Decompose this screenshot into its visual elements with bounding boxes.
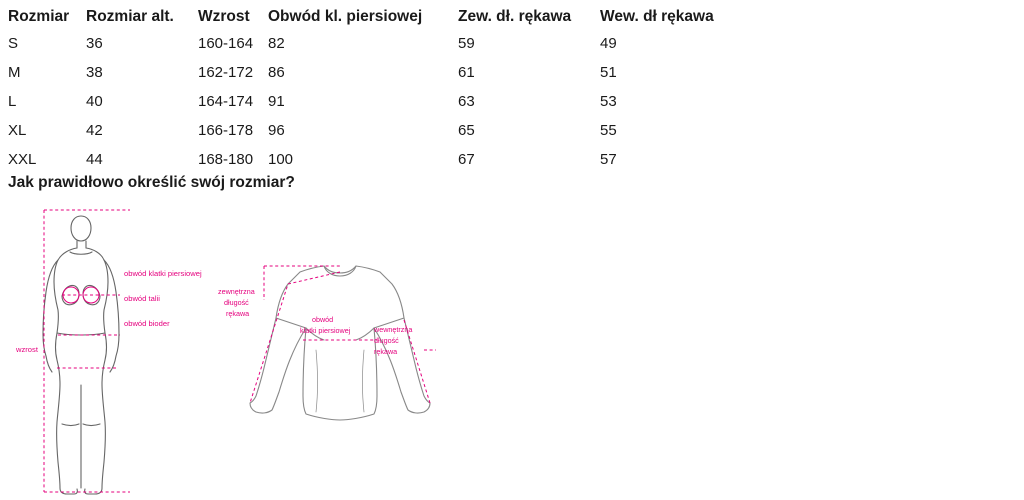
column-header-height: Wzrost bbox=[198, 8, 250, 25]
cell-size-alt: 44 bbox=[86, 151, 103, 168]
cell-outer-sleeve: 61 bbox=[458, 64, 475, 81]
size-table-head bbox=[8, 8, 714, 35]
label-height: wzrost bbox=[16, 345, 38, 354]
cell-size: S bbox=[8, 35, 19, 52]
size-guide-page bbox=[0, 8, 1024, 500]
label-hip-circumference: obwód bioder bbox=[124, 319, 170, 328]
column-header-inner-sleeve: Wew. dł rękawa bbox=[600, 8, 714, 25]
label-shirt-chest-line1: obwód bbox=[312, 315, 334, 324]
cell-inner-sleeve: 51 bbox=[600, 64, 617, 81]
cell-inner-sleeve: 49 bbox=[600, 35, 617, 52]
female-body-illustration bbox=[15, 210, 202, 494]
cell-size-alt: 36 bbox=[86, 35, 103, 52]
cell-height: 160-164 bbox=[198, 35, 254, 52]
cell-outer-sleeve: 67 bbox=[458, 151, 475, 168]
label-shirt-chest-line2: klatki piersiowej bbox=[300, 326, 351, 335]
table-header-row bbox=[8, 8, 714, 35]
cell-size-alt: 42 bbox=[86, 122, 103, 139]
cell-size: XL bbox=[8, 122, 27, 139]
size-table-body bbox=[8, 35, 714, 180]
cell-inner-sleeve: 57 bbox=[600, 151, 617, 168]
cell-chest: 86 bbox=[268, 64, 285, 81]
cell-outer-sleeve: 63 bbox=[458, 93, 475, 110]
cell-outer-sleeve: 65 bbox=[458, 122, 475, 139]
label-inner-sleeve-length-line3: rękawa bbox=[374, 347, 398, 356]
long-sleeve-shirt-illustration bbox=[218, 266, 436, 420]
table-row bbox=[8, 122, 714, 151]
cell-height: 164-174 bbox=[198, 93, 254, 110]
table-row bbox=[8, 93, 714, 122]
label-inner-sleeve-length-line1: wewnętrzna bbox=[374, 325, 413, 334]
cell-size: XXL bbox=[8, 151, 37, 168]
label-inner-sleeve-length-line2: długość bbox=[374, 336, 399, 345]
label-chest-circumference: obwód klatki piersiowej bbox=[124, 269, 202, 278]
measurement-figures bbox=[0, 200, 1024, 500]
size-table bbox=[8, 8, 714, 180]
cell-outer-sleeve: 59 bbox=[458, 35, 475, 52]
label-outer-sleeve-length-line1: zewnętrzna bbox=[218, 287, 255, 296]
column-header-size: Rozmiar bbox=[8, 8, 70, 25]
cell-inner-sleeve: 55 bbox=[600, 122, 617, 139]
cell-size-alt: 40 bbox=[86, 93, 103, 110]
cell-size: M bbox=[8, 64, 21, 81]
cell-height: 168-180 bbox=[198, 151, 254, 168]
cell-inner-sleeve: 53 bbox=[600, 93, 617, 110]
cell-chest: 100 bbox=[268, 151, 294, 168]
table-row bbox=[8, 35, 714, 64]
page-title: Jak prawidłowo określić swój rozmiar? bbox=[8, 174, 295, 191]
label-outer-sleeve-length-line2: długość bbox=[224, 298, 249, 307]
cell-height: 162-172 bbox=[198, 64, 254, 81]
cell-height: 166-178 bbox=[198, 122, 254, 139]
cell-chest: 91 bbox=[268, 93, 285, 110]
label-outer-sleeve-length-line3: rękawa bbox=[226, 309, 250, 318]
cell-chest: 96 bbox=[268, 122, 285, 139]
cell-chest: 82 bbox=[268, 35, 285, 52]
column-header-chest: Obwód kl. piersiowej bbox=[268, 8, 423, 25]
label-waist-circumference: obwód talii bbox=[124, 294, 160, 303]
cell-size: L bbox=[8, 93, 17, 110]
table-row bbox=[8, 64, 714, 93]
column-header-outer-sleeve: Zew. dł. rękawa bbox=[458, 8, 572, 25]
column-header-size-alt: Rozmiar alt. bbox=[86, 8, 174, 25]
cell-size-alt: 38 bbox=[86, 64, 103, 81]
